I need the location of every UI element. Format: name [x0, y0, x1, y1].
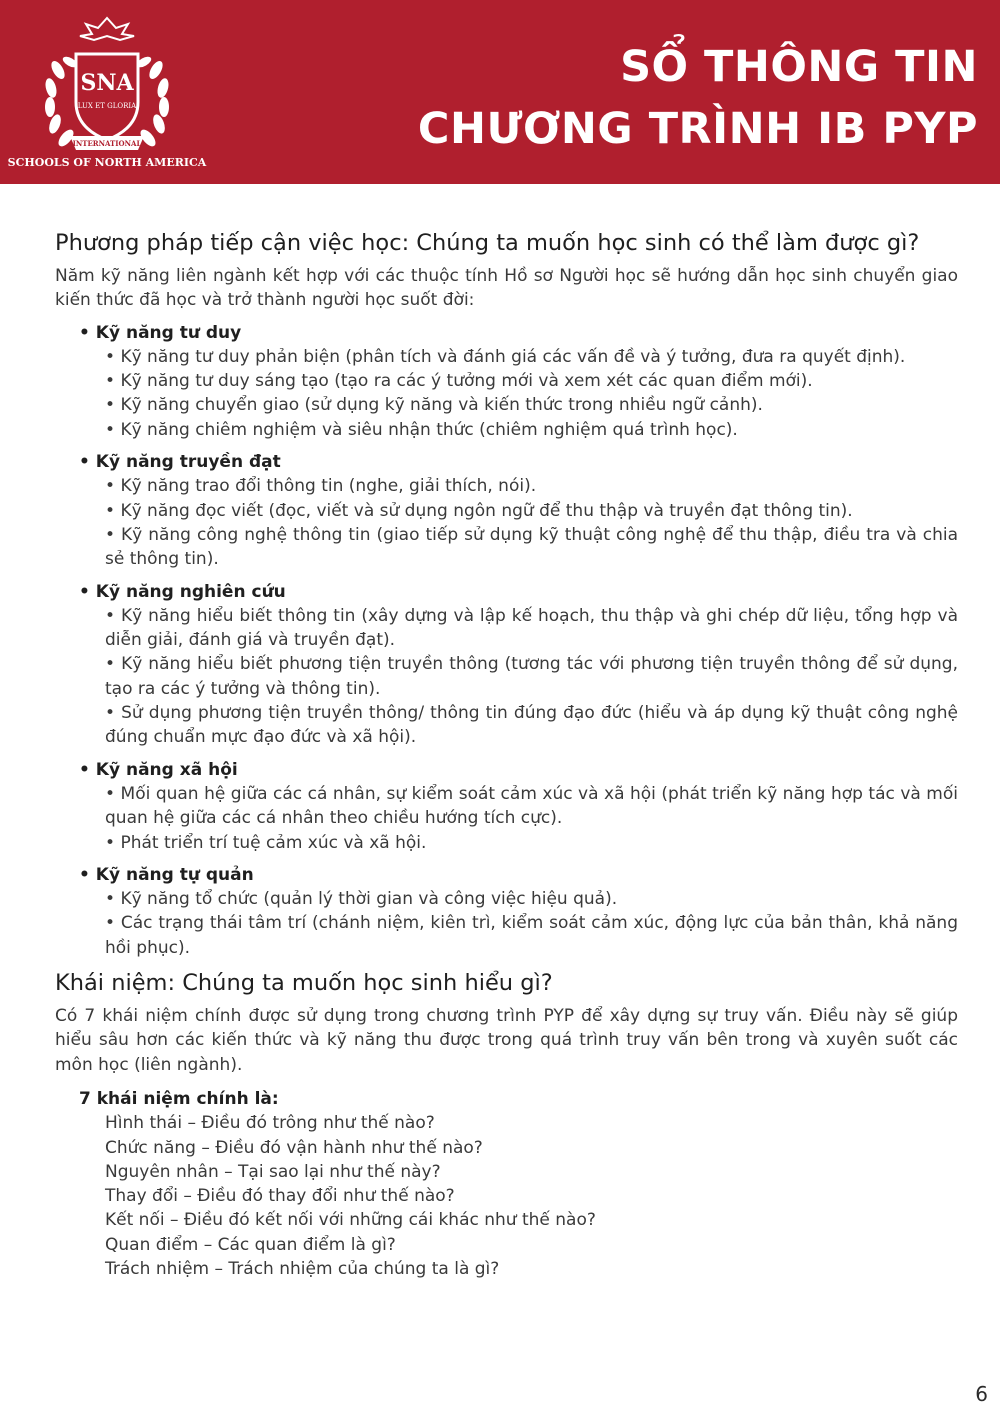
skill-title: • Kỹ năng tư duy: [79, 321, 958, 345]
concept-item: Thay đổi – Điều đó thay đổi như thế nào?: [105, 1186, 455, 1207]
section1-heading: Phương pháp tiếp cận việc học: Chúng ta muốn học sinh có thể làm được gì?: [55, 230, 920, 256]
logo-school-name: SCHOOLS OF NORTH AMERICA: [7, 156, 207, 169]
skill-item: • Các trạng thái tâm trí (chánh niệm, kiên trì, kiểm soát cảm xúc, động lực của bản thân, khả năng hồi phục).: [105, 911, 958, 960]
section2-heading: Khái niệm: Chúng ta muốn học sinh hiểu gì?: [55, 970, 553, 997]
section2-intro: Có 7 khái niệm chính được sử dụng trong chương trình PYP để xây dựng sự truy vấn. Điều này sẽ giúp hiểu sâu hơn các kiến thức và kỹ năng thu được trong quá trình truy vấn bên trong và xuyên suốt các môn học (liên ngành).: [55, 1006, 958, 1075]
school-logo: [7, 10, 207, 170]
skill-title: • Kỹ năng tự quản: [79, 863, 958, 887]
eagle-icon: [80, 18, 134, 40]
page-title: [418, 36, 978, 160]
skill-item: • Sử dụng phương tiện truyền thông/ thông tin đúng đạo đức (hiểu và áp dụng kỹ thuật công nghệ đúng chuẩn mực đạo đức và xã hội).: [105, 701, 958, 750]
skill-title: • Kỹ năng truyền đạt: [79, 450, 958, 474]
section1-intro: Năm kỹ năng liên ngành kết hợp với các thuộc tính Hồ sơ Người học sẽ hướng dẫn học sinh chuyển giao kiến thức đã học và trở thành người học suốt đời:: [55, 266, 958, 311]
skill-item: • Kỹ năng chuyển giao (sử dụng kỹ năng và kiến thức trong nhiều ngữ cảnh).: [105, 393, 958, 417]
skill-item: • Mối quan hệ giữa các cá nhân, sự kiểm soát cảm xúc và xã hội (phát triển kỹ năng hợp tác và mối quan hệ giữa các cá nhân theo chiều hướng tích cực).: [105, 782, 958, 831]
skill-item: • Kỹ năng chiêm nghiệm và siêu nhận thức (chiêm nghiệm quá trình học).: [105, 418, 958, 442]
skill-item: • Kỹ năng tổ chức (quản lý thời gian và công việc hiệu quả).: [105, 887, 958, 911]
concept-item: Kết nối – Điều đó kết nối với những cái khác như thế nào?: [105, 1210, 596, 1231]
concepts-list: [55, 1111, 958, 1281]
skill-item: • Kỹ năng tư duy phản biện (phân tích và đánh giá các vấn đề và ý tưởng, đưa ra quyết định).: [105, 345, 958, 369]
title-line-1: SỔ THÔNG TIN: [620, 42, 978, 92]
laurel-right-icon: [135, 55, 170, 149]
page-number: 6: [975, 1382, 988, 1406]
concept-item: Chức năng – Điều đó vận hành như thế nào?: [105, 1137, 483, 1158]
logo-ribbon: INTERNATIONAL: [72, 139, 142, 148]
skill-item: • Kỹ năng đọc viết (đọc, viết và sử dụng ngôn ngữ để thu thập và truyền đạt thông tin).: [105, 499, 958, 523]
skill-title: • Kỹ năng nghiên cứu: [79, 580, 958, 604]
skills-list: [55, 321, 958, 960]
skill-group: [55, 321, 958, 442]
laurel-left-icon: [44, 55, 79, 149]
concept-item: Quan điểm – Các quan điểm là gì?: [105, 1234, 396, 1255]
skill-item: • Kỹ năng tư duy sáng tạo (tạo ra các ý tưởng mới và xem xét các quan điểm mới).: [105, 369, 958, 393]
skill-group: [55, 450, 958, 571]
main-content: [55, 228, 958, 1281]
skill-item: • Phát triển trí tuệ cảm xúc và xã hội.: [105, 831, 958, 855]
concepts-heading: 7 khái niệm chính là:: [79, 1088, 279, 1109]
skill-group: [55, 580, 958, 750]
section2: [55, 968, 958, 1281]
skill-item: • Kỹ năng hiểu biết thông tin (xây dựng và lập kế hoạch, thu thập và ghi chép dữ liệu, tổng hợp và diễn giải, đánh giá và truyền đạt).: [105, 604, 958, 653]
title-line-2: CHƯƠNG TRÌNH IB PYP: [417, 104, 978, 154]
skill-item: • Kỹ năng trao đổi thông tin (nghe, giải thích, nói).: [105, 474, 958, 498]
logo-monogram: SNA: [80, 70, 134, 96]
shield-icon: [76, 54, 138, 140]
skill-item: • Kỹ năng hiểu biết phương tiện truyền thông (tương tác với phương tiện truyền thông để sử dụng, tạo ra các ý tưởng và thông tin).: [105, 652, 958, 701]
skill-item: • Kỹ năng công nghệ thông tin (giao tiếp sử dụng kỹ thuật công nghệ để thu thập, điều tra và chia sẻ thông tin).: [105, 523, 958, 572]
concept-item: Trách nhiệm – Trách nhiệm của chúng ta là gì?: [105, 1258, 500, 1279]
logo-motto: LUX ET GLORIA: [77, 102, 137, 110]
concept-item: Nguyên nhân – Tại sao lại như thế này?: [105, 1161, 441, 1182]
page-header: [0, 0, 1000, 184]
skill-group: [55, 758, 958, 855]
skill-group: [55, 863, 958, 960]
concept-item: Hình thái – Điều đó trông như thế nào?: [105, 1113, 435, 1134]
skill-title: • Kỹ năng xã hội: [79, 758, 958, 782]
